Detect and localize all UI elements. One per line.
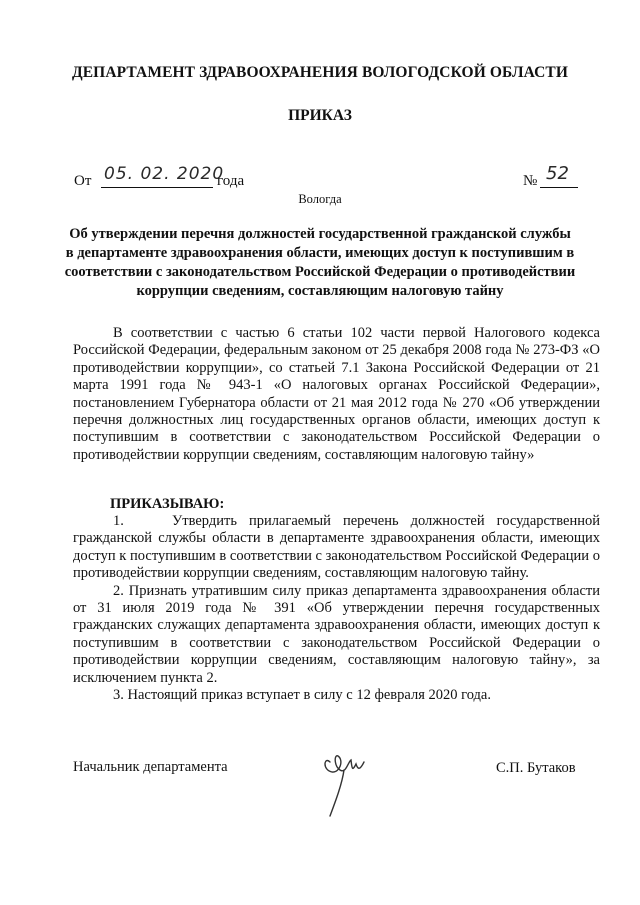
order-item-3: 3. Настоящий приказ вступает в силу с 12 февраля 2020 года.	[113, 687, 491, 704]
document-title: Об утверждении перечня должностей государственной гражданской службы в департаменте здравоохранения области, имеющих доступ к поступившим в соответствии с законодательством Российской Федерации о противодействии коррупции сведениям, составляющим налоговую тайну	[64, 226, 576, 299]
decree-word: ПРИКАЗЫВАЮ:	[110, 496, 225, 512]
signer-name: С.П. Бутаков	[496, 760, 576, 776]
department-heading: ДЕПАРТАМЕНТ ЗДРАВООХРАНЕНИЯ ВОЛОГОДСКОЙ ОБЛАСТИ	[71, 64, 569, 81]
handwritten-date: 05. 02. 2020	[104, 164, 225, 184]
order-items	[73, 513, 600, 704]
handwritten-number: 52	[546, 163, 569, 184]
year-word: года	[217, 173, 245, 189]
handwritten-signature	[318, 748, 374, 820]
number-underline	[540, 187, 578, 188]
signatory-position: Начальник департамента	[73, 759, 228, 775]
preamble-paragraph: В соответствии с частью 6 статьи 102 части первой Налогового кодекса Российской Федерации, федеральным законом от 25 декабря 2008 года № 273-ФЗ «О противодействии коррупции», со статьей 7.1 Закона Российской Федерации от 21 марта 1991 года № 943-1 «О налоговых органах Российской Федерации», постановлением Губернатора области от 21 мая 2012 года № 270 «Об утверждении перечня должностных лиц государственных органов области, имеющих доступ к поступившим в соответствии с законодательством Российской Федерации о противодействии коррупции сведениям, составляющим налоговую тайну»	[73, 325, 600, 463]
order-item-2: 2. Признать утратившим силу приказ департамента здравоохранения области от 31 июля 2019 года № 391 «Об утверждении перечня государственных гражданских служащих департамента здравоохранения области, имеющих доступ к поступившим в соответствии с законодательством Российской Федерации о противодействии коррупции сведениям, составляющим налоговую тайну», за исключением пункта 2.	[73, 582, 600, 686]
document-type-heading: ПРИКАЗ	[288, 107, 352, 124]
city-name: Вологда	[298, 192, 342, 206]
number-label: №	[523, 173, 538, 189]
date-prefix: От	[74, 173, 92, 189]
order-item-1: 1. Утвердить прилагаемый перечень должностей государственной гражданской службы области в департаменте здравоохранения области, имеющих доступ к поступившим в соответствии с законодательством Российской Федерации о противодействии коррупции сведениям, составляющим налоговую тайну.	[73, 513, 600, 582]
date-underline	[101, 187, 213, 188]
